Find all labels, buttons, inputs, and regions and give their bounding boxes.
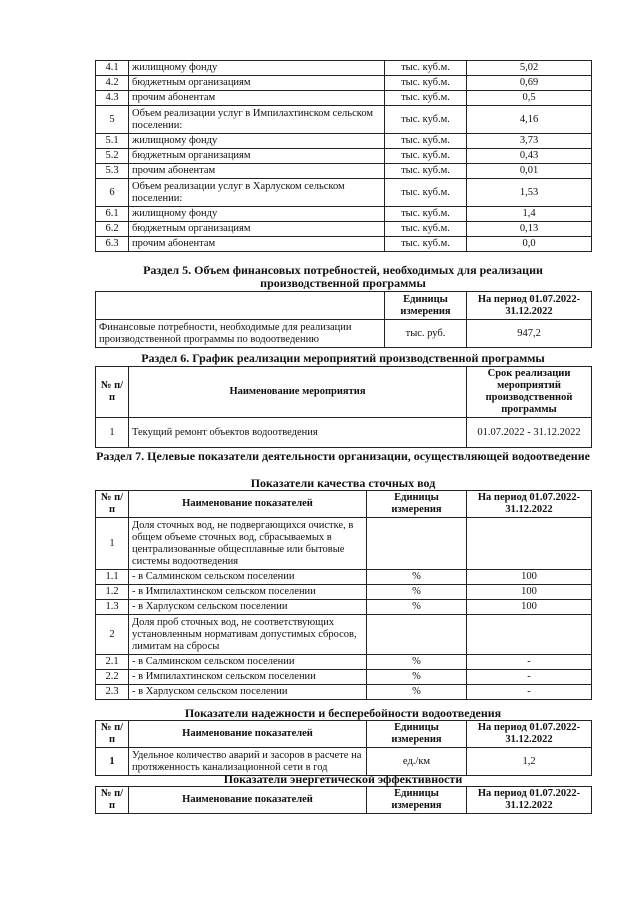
row-number: 4.3	[96, 91, 129, 106]
indicator-name-header: Наименование показателей	[129, 787, 367, 814]
row-value: 0,01	[467, 164, 592, 179]
table-row	[96, 655, 592, 670]
num-header: № п/п	[96, 491, 129, 518]
row-name: Объем реализации услуг в Импилахтинском сельском поселении:	[129, 106, 385, 134]
row-number: 1.1	[96, 570, 129, 585]
row-unit: %	[367, 600, 467, 615]
row-number: 2.2	[96, 670, 129, 685]
table-row	[96, 615, 592, 655]
row-number: 5.1	[96, 134, 129, 149]
table-row	[96, 91, 592, 106]
energy-efficiency-subheading: Показатели энергетической эффективности	[223, 772, 463, 786]
table-row	[96, 570, 592, 585]
reliability-subheading: Показатели надежности и бесперебойности водоотведения	[184, 706, 502, 720]
row-number: 4.2	[96, 76, 129, 91]
row-unit	[367, 518, 467, 570]
row-name: - в Импилахтинском сельском поселении	[129, 670, 367, 685]
row-value: 0,13	[467, 222, 592, 237]
activity-name: Текущий ремонт объектов водоотведения	[129, 418, 467, 448]
row-value: 0,43	[467, 149, 592, 164]
unit-header: Единицы измерения	[367, 787, 467, 814]
row-unit: тыс. куб.м.	[385, 164, 467, 179]
row-unit: тыс. куб.м.	[385, 222, 467, 237]
row-unit: тыс. куб.м.	[385, 134, 467, 149]
row-name: Объем реализации услуг в Харлуском сельском поселении:	[129, 179, 385, 207]
row-unit: %	[367, 670, 467, 685]
row-number: 2	[96, 615, 129, 655]
activity-num: 1	[96, 418, 129, 448]
row-value: 0,5	[467, 91, 592, 106]
section-6-heading: Раздел 6. График реализации мероприятий производственной программы	[141, 351, 545, 365]
row-name: - в Салминском сельском поселении	[129, 570, 367, 585]
row-number: 5	[96, 106, 129, 134]
table-row	[96, 61, 592, 76]
num-header: № п/п	[96, 367, 129, 418]
table-row	[96, 518, 592, 570]
period-header: На период 01.07.2022-31.12.2022	[467, 787, 592, 814]
schedule-table	[95, 366, 592, 448]
table-row	[96, 585, 592, 600]
row-number: 2.3	[96, 685, 129, 700]
row-unit: тыс. куб.м.	[385, 61, 467, 76]
row-name: - в Салминском сельском поселении	[129, 655, 367, 670]
row-number: 6.2	[96, 222, 129, 237]
row-number: 1.2	[96, 585, 129, 600]
financial-needs-value: 947,2	[467, 320, 592, 348]
table-row	[96, 76, 592, 91]
unit-header: Единицы измерения	[367, 491, 467, 518]
row-value: -	[467, 655, 592, 670]
table-row	[96, 222, 592, 237]
blank-header-cell	[96, 292, 385, 320]
row-unit: %	[367, 585, 467, 600]
row-value: 3,73	[467, 134, 592, 149]
row-number: 2.1	[96, 655, 129, 670]
row-number: 5.3	[96, 164, 129, 179]
row-value: -	[467, 685, 592, 700]
table-row	[96, 134, 592, 149]
unit-header: Единицы измерения	[367, 721, 467, 748]
reliability-num: 1	[96, 748, 129, 776]
reliability-unit: ед./км	[367, 748, 467, 776]
table-row	[96, 164, 592, 179]
table-row	[96, 179, 592, 207]
row-unit	[367, 615, 467, 655]
row-unit: тыс. куб.м.	[385, 76, 467, 91]
table-row	[96, 149, 592, 164]
reliability-table	[95, 720, 592, 776]
section-5-heading: Раздел 5. Объем финансовых потребностей, необходимых для реализации производственной программы	[143, 263, 543, 290]
row-name: Доля проб сточных вод, не соответствующих установленным нормативам допустимых сбросов, лимитам на сбросы	[129, 615, 367, 655]
wastewater-quality-subheading: Показатели качества сточных вод	[250, 476, 436, 490]
row-name: бюджетным организациям	[129, 76, 385, 91]
num-header: № п/п	[96, 721, 129, 748]
row-number: 6	[96, 179, 129, 207]
row-number: 1	[96, 518, 129, 570]
table-row	[96, 237, 592, 252]
row-name: прочим абонентам	[129, 237, 385, 252]
financial-needs-name: Финансовые потребности, необходимые для реализации производственной программы по водоотведению	[96, 320, 385, 348]
row-unit: %	[367, 570, 467, 585]
financial-needs-unit: тыс. руб.	[385, 320, 467, 348]
table-row	[96, 670, 592, 685]
row-value	[467, 518, 592, 570]
row-unit: тыс. куб.м.	[385, 149, 467, 164]
row-value: 0,0	[467, 237, 592, 252]
row-name: жилищному фонду	[129, 134, 385, 149]
row-name: жилищному фонду	[129, 207, 385, 222]
row-unit: тыс. куб.м.	[385, 207, 467, 222]
row-name: прочим абонентам	[129, 164, 385, 179]
sales-volume-table	[95, 60, 592, 252]
row-value: 5,02	[467, 61, 592, 76]
reliability-name: Удельное количество аварий и засоров в расчете на протяженность канализационной сети в год	[129, 748, 367, 776]
row-number: 6.1	[96, 207, 129, 222]
financial-needs-table	[95, 291, 592, 348]
row-value	[467, 615, 592, 655]
indicator-name-header: Наименование показателей	[129, 721, 367, 748]
table-row	[96, 106, 592, 134]
row-unit: %	[367, 685, 467, 700]
row-value: -	[467, 670, 592, 685]
row-name: - в Импилахтинском сельском поселении	[129, 585, 367, 600]
period-header: На период 01.07.2022-31.12.2022	[467, 292, 592, 320]
row-number: 1.3	[96, 600, 129, 615]
period-header: На период 01.07.2022-31.12.2022	[467, 491, 592, 518]
row-value: 1,4	[467, 207, 592, 222]
period-header: На период 01.07.2022-31.12.2022	[467, 721, 592, 748]
row-name: - в Харлуском сельском поселении	[129, 685, 367, 700]
row-unit: тыс. куб.м.	[385, 91, 467, 106]
table-row	[96, 600, 592, 615]
row-number: 4.1	[96, 61, 129, 76]
row-unit: тыс. куб.м.	[385, 106, 467, 134]
row-name: прочим абонентам	[129, 91, 385, 106]
activity-term: 01.07.2022 - 31.12.2022	[467, 418, 592, 448]
row-unit: %	[367, 655, 467, 670]
energy-efficiency-table	[95, 786, 592, 814]
reliability-value: 1,2	[467, 748, 592, 776]
wastewater-quality-table	[95, 490, 592, 700]
row-value: 4,16	[467, 106, 592, 134]
indicator-name-header: Наименование показателей	[129, 491, 367, 518]
section-7-heading: Раздел 7. Целевые показатели деятельности организации, осуществляющей водоотведение	[96, 449, 590, 463]
row-number: 5.2	[96, 149, 129, 164]
row-value: 0,69	[467, 76, 592, 91]
unit-header: Единицы измерения	[385, 292, 467, 320]
table-row	[96, 685, 592, 700]
row-value: 100	[467, 585, 592, 600]
row-unit: тыс. куб.м.	[385, 179, 467, 207]
row-value: 100	[467, 600, 592, 615]
row-unit: тыс. куб.м.	[385, 237, 467, 252]
row-name: жилищному фонду	[129, 61, 385, 76]
num-header: № п/п	[96, 787, 129, 814]
row-name: бюджетным организациям	[129, 149, 385, 164]
row-name: Доля сточных вод, не подвергающихся очистке, в общем объеме сточных вод, сбрасываемых в централизованные общесплавные или бытовые системы водоотведения	[129, 518, 367, 570]
term-header: Срок реализации мероприятий производственной программы	[467, 367, 592, 418]
row-value: 100	[467, 570, 592, 585]
activity-name-header: Наименование мероприятия	[129, 367, 467, 418]
row-number: 6.3	[96, 237, 129, 252]
row-name: бюджетным организациям	[129, 222, 385, 237]
row-name: - в Харлуском сельском поселении	[129, 600, 367, 615]
table-row	[96, 207, 592, 222]
row-value: 1,53	[467, 179, 592, 207]
